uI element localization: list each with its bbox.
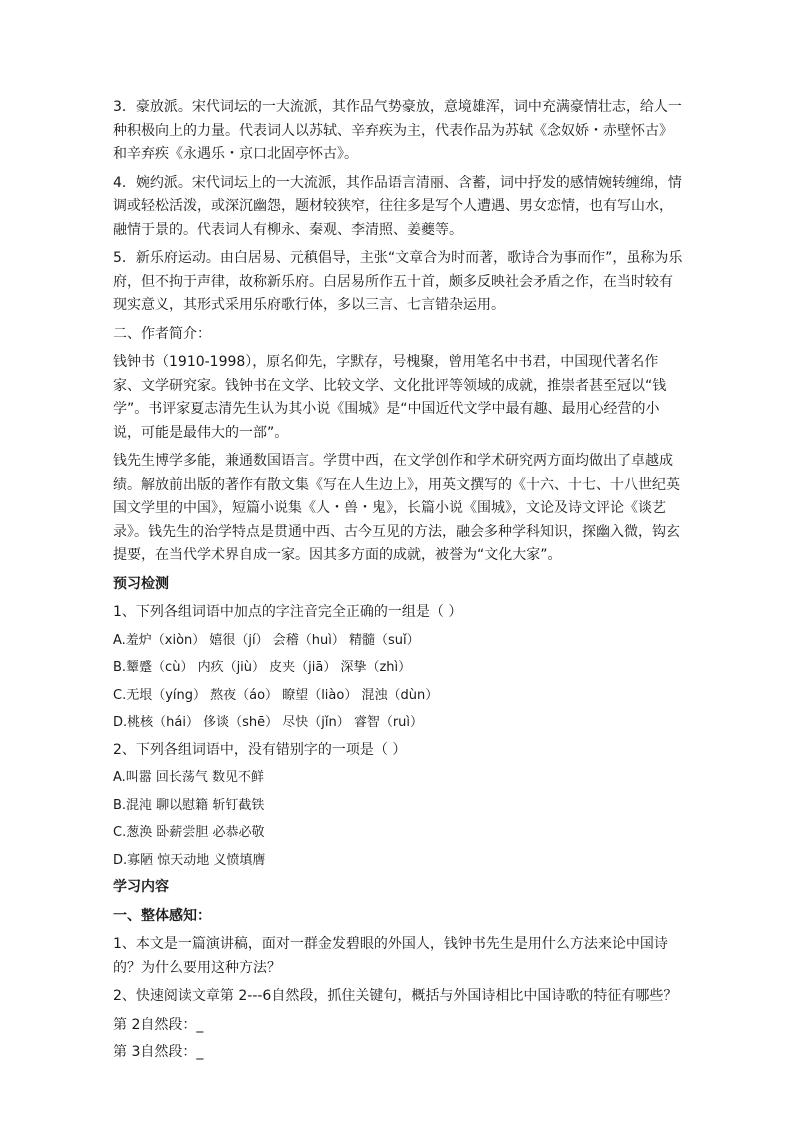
question-1-option-d: D.桃核（hái） 侈谈（shē） 尽快（jǐn） 睿智（ruì） [113, 715, 424, 730]
author-paragraph-bio: 钱钟书（1910-1998），原名仰先，字默存，号槐聚，曾用笔名中书君，中国现代著名作家、文学研究家。钱钟书在文学、比较文学、文化批评等领域的成就，推崇者甚至冠以“钱学”。书评家夏志清先生认为其小说《围城》是“中国近代文学中最有趣、最用心经营的小说，可能是最伟大的一部”。 [113, 354, 667, 441]
question-2-option-d: D.寡陋 惊天动地 义愤填膺 [113, 852, 266, 868]
study-question-2: 2、快速阅读文章第 2---6自然段，抓住关键句，概括与外国诗相比中国诗歌的特征有哪些？ [113, 988, 678, 1004]
question-1-option-c: C.无垠（yíng） 熬夜（áo） 瞭望（liào） 混浊（dùn） [113, 687, 439, 703]
paragraph-haofang: 3．豪放派。宋代词坛的一大流派，其作品气势豪放，意境雄浑，词中充满豪情壮志，给人一种积极向上的力量。代表词人以苏轼、辛弃疾为主，代表作品为苏轼《念奴娇・赤壁怀古》和辛弃疾《永遇乐・京口北固亭怀古》。 [113, 99, 682, 162]
question-1-option-a: A.羞炉（xiòn） 嬉很（jí） 会稽（huì） 精髓（suǐ） [113, 632, 420, 648]
question-1-stem: 1、下列各组词语中加点的字注音完全正确的一组是（ ） [113, 604, 463, 620]
question-2-option-b: B.混沌 聊以慰籍 斩钉截铁 [113, 797, 265, 813]
question-2-stem: 2、下列各组词语中，没有错别字的一项是（ ） [113, 741, 407, 758]
question-2-option-c: C.葱涣 卧薪尝胆 必恭必敬 [113, 825, 265, 840]
question-1-option-b: B.颦蹙（cù） 内疚（jiù） 皮夹（jiā） 深挚（zhì） [113, 660, 412, 675]
paragraph-xinyuefu: 5．新乐府运动。由白居易、元稹倡导，主张“文章合为时而著，歌诗合为事而作”，虽称为乐府，但不拘于声律，故称新乐府。白居易所作五十首，颇多反映社会矛盾之作，在当时较有现实意义，其形式采用乐府歌行体，多以三言、七言错杂运用。 [113, 250, 683, 313]
answer-line-paragraph-2: 第 2自然段：_ [113, 1016, 204, 1033]
paragraph-wanyue: 4．婉约派。宋代词坛上的一大流派，其作品语言清丽、含蓄，词中抒发的感情婉转缠绵，情调或轻松活泼，或深沉幽怨，题材较狭窄，往往多是写个人遭遇、男女恋情，也有写山水，融情于景的。代表词人有柳永、秦观、李清照、姜夔等。 [113, 174, 682, 238]
study-heading: 学习内容 [113, 879, 169, 895]
author-paragraph-achievements: 钱先生博学多能，兼通数国语言。学贯中西，在文学创作和学术研究两方面均做出了卓越成绩。解放前出版的著作有散文集《写在人生边上》，用英文撰写的《十六、十七、十八世纪英国文学里的中国》，短篇小说集《人・兽・鬼》，长篇小说《围城》，文论及诗文评论《谈艺录》。钱先生的治学特点是贯通中西、古今互见的方法，融会多种学科知识，探幽入微，钩玄提要，在当代学术界自成一家。因其多方面的成就，被誉为“文化大家”。 [113, 453, 680, 563]
preview-heading: 预习检测 [113, 575, 169, 592]
study-question-1: 1、本文是一篇演讲稿，面对一群金发碧眼的外国人，钱钟书先生是用什么方法来论中国诗的？为什么要用这种方法？ [113, 936, 668, 976]
question-2-option-a: A.叫嚣 回长荡气 数见不鲜 [113, 770, 265, 785]
section-1-heading: 一、整体感知： [113, 907, 211, 924]
answer-line-paragraph-3: 第 3自然段：_ [113, 1044, 204, 1060]
author-heading: 二、作者简介： [113, 325, 211, 342]
